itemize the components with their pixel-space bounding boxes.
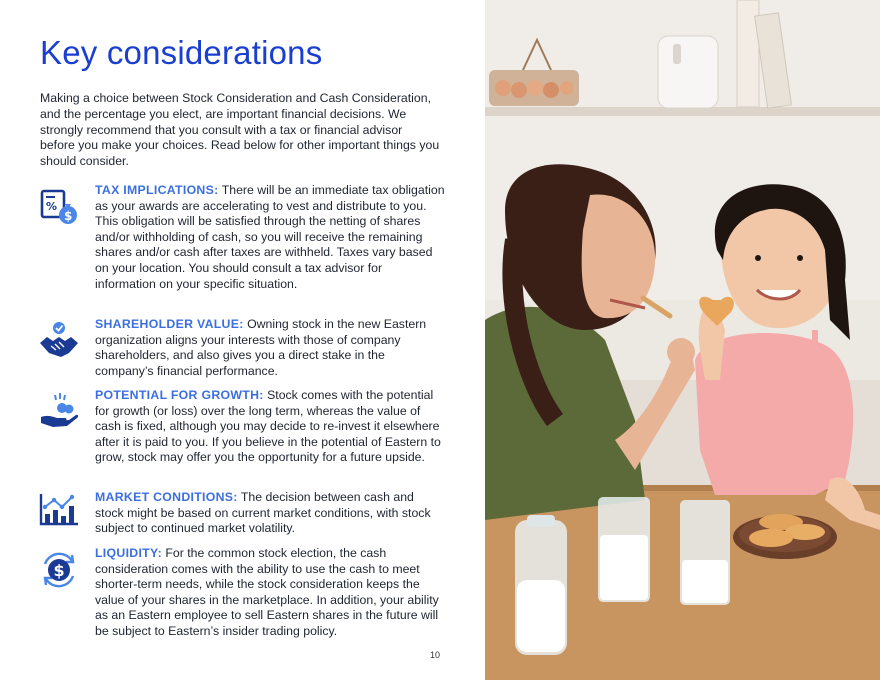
milk-bottle [515,515,567,655]
shareholder-body: Owning stock in the new Eastern organization aligns your interests with those of company shareholders, and also gives you a direct stake in the company’s financial performance. [95,317,427,378]
market-text [95,490,445,537]
liquidity-text [95,546,445,640]
market-body: The decision between cash and stock might be based on current market conditions, with stock subject to continued market volatility. [95,490,431,536]
tax-body: There will be an immediate tax obligation as your awards are accelerating to vest and distribute to you. This obligation will be satisfied through the netting of shares and/or withholding of cash, so you will receive the remaining shares and/or cash after taxes are withheld. Taxes vary based on your location. You should consult a tax advisor for information on your specific situation. [95,183,445,291]
growth-body: Stock comes with the potential for growth (or loss) over the long term, whereas the value of cash is fixed, although you may decide to re-invest it elsewhere after it is paid to you. If you believe in the potential of Eastern to grow, stock may offer you the opportunity for a future upside. [95,388,441,465]
family-photo [485,0,880,680]
handshake-icon [39,319,79,359]
svg-text:$: $ [53,561,65,580]
shareholder-text [95,317,445,379]
page-title: Key considerations [40,34,323,71]
bar-chart-icon [39,492,79,532]
market-heading: MARKET CONDITIONS: [95,490,238,504]
svg-text:$: $ [64,209,73,223]
growth-text [95,388,445,466]
svg-text:%: % [46,200,58,213]
tax-document-icon [39,187,79,227]
tax-text [95,183,445,292]
shareholder-heading: SHAREHOLDER VALUE: [95,317,244,331]
growth-hand-icon [39,390,79,430]
milk-glass [598,497,650,602]
liquidity-heading: LIQUIDITY: [95,546,162,560]
liquidity-body: For the common stock election, the cash consideration comes with the ability to use the cash to meet shorter-term needs, while the stock consideration keeps the value of your shares in the marketplace. In addition, your ability as an Eastern employee to sell Eastern shares in the future will be subject to Eastern’s insider trading policy. [95,546,439,638]
dollar-cycle-icon [39,550,79,590]
intro-paragraph: Making a choice between Stock Consideration and Cash Consideration, and the percentage you elect, are important financial decisions. We strongly recommend that you consult with a tax or financial advisor before you make your choices. Read below for other important things you should consider. [40,91,440,169]
milk-glass [680,500,730,605]
growth-heading: POTENTIAL FOR GROWTH: [95,388,264,402]
toaster [658,36,718,108]
tax-heading: TAX IMPLICATIONS: [95,183,219,197]
page-number: 10 [430,650,441,660]
